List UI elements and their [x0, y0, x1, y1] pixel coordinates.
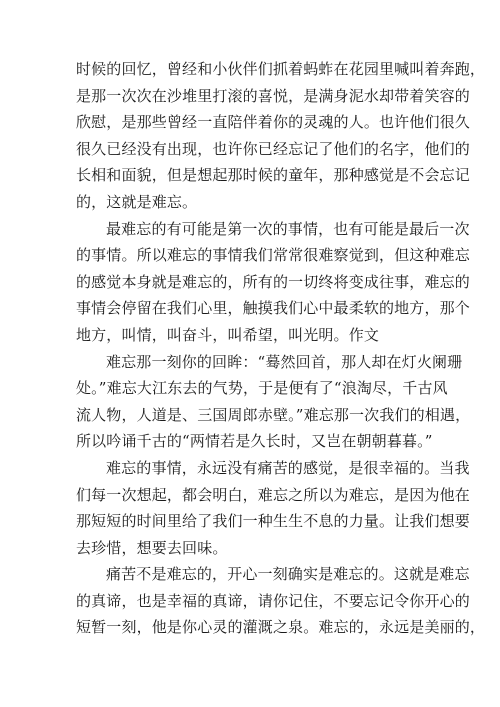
- text-line: 去珍惜，想要去回味。: [76, 538, 228, 557]
- text-line: 短暂一刻，他是你心灵的灌溉之泉。难忘的，永远是美丽的，: [76, 618, 486, 637]
- text-line: 是那一次次在沙堆里打滚的喜悦，是满身泥水却带着笑容的: [76, 86, 470, 105]
- text-line: 流人物，人道是、三国周郎赤壁。”难忘那一次我们的相遇，: [76, 405, 471, 424]
- text-line: 时候的回忆，曾经和小伙伴们抓着蚂蚱在花园里喊叫着奔跑，: [76, 60, 486, 78]
- paragraph-start-line: 难忘的事情，永远没有痛苦的感觉，是很幸福的。当我: [106, 458, 470, 477]
- text-line: 很久已经没有出现，也许你已经忘记了他们的名字，他们的: [76, 139, 470, 158]
- text-line: 地方，叫情，叫奋斗，叫希望，叫光明。作文: [76, 325, 380, 344]
- text-line: 事情会停留在我们心里，触摸我们心中最柔软的地方，那个: [76, 299, 470, 318]
- paragraph-start-line: 最难忘的有可能是第一次的事情，也有可能是最后一次: [106, 219, 470, 238]
- paragraph-start-line: 难忘那一刻你的回眸：“蓦然回首，那人却在灯火阑珊: [106, 352, 463, 371]
- text-line: 欣慰，是那些曾经一直陪伴着你的灵魂的人。也许他们很久: [76, 113, 470, 132]
- text-line: 的事情。所以难忘的事情我们常常很难察觉到，但这种难忘: [76, 246, 470, 265]
- text-line: 的，这就是难忘。: [76, 192, 198, 211]
- text-line: 所以吟诵千古的“两情若是久长时，又岂在朝朝暮暮。”: [76, 432, 433, 451]
- body-text: [76, 56, 486, 641]
- text-line: 处。”难忘大江东去的气势，于是便有了“浪淘尽，千古风: [76, 379, 448, 398]
- text-line: 那短短的时间里给了我们一种生生不息的力量。让我们想要: [76, 512, 470, 531]
- text-line: 们每一次想起，都会明白，难忘之所以为难忘，是因为他在: [76, 485, 470, 504]
- paragraph-start-line: 痛苦不是难忘的，开心一刻确实是难忘的。这就是难忘: [106, 565, 470, 584]
- text-line: 的感觉本身就是难忘的，所有的一切终将变成往事，难忘的: [76, 272, 470, 291]
- text-line: 长相和面貌，但是想起那时候的童年，那种感觉是不会忘记: [76, 166, 470, 185]
- text-line: 的真谛，也是幸福的真谛，请你记住，不要忘记令你开心的: [76, 591, 470, 610]
